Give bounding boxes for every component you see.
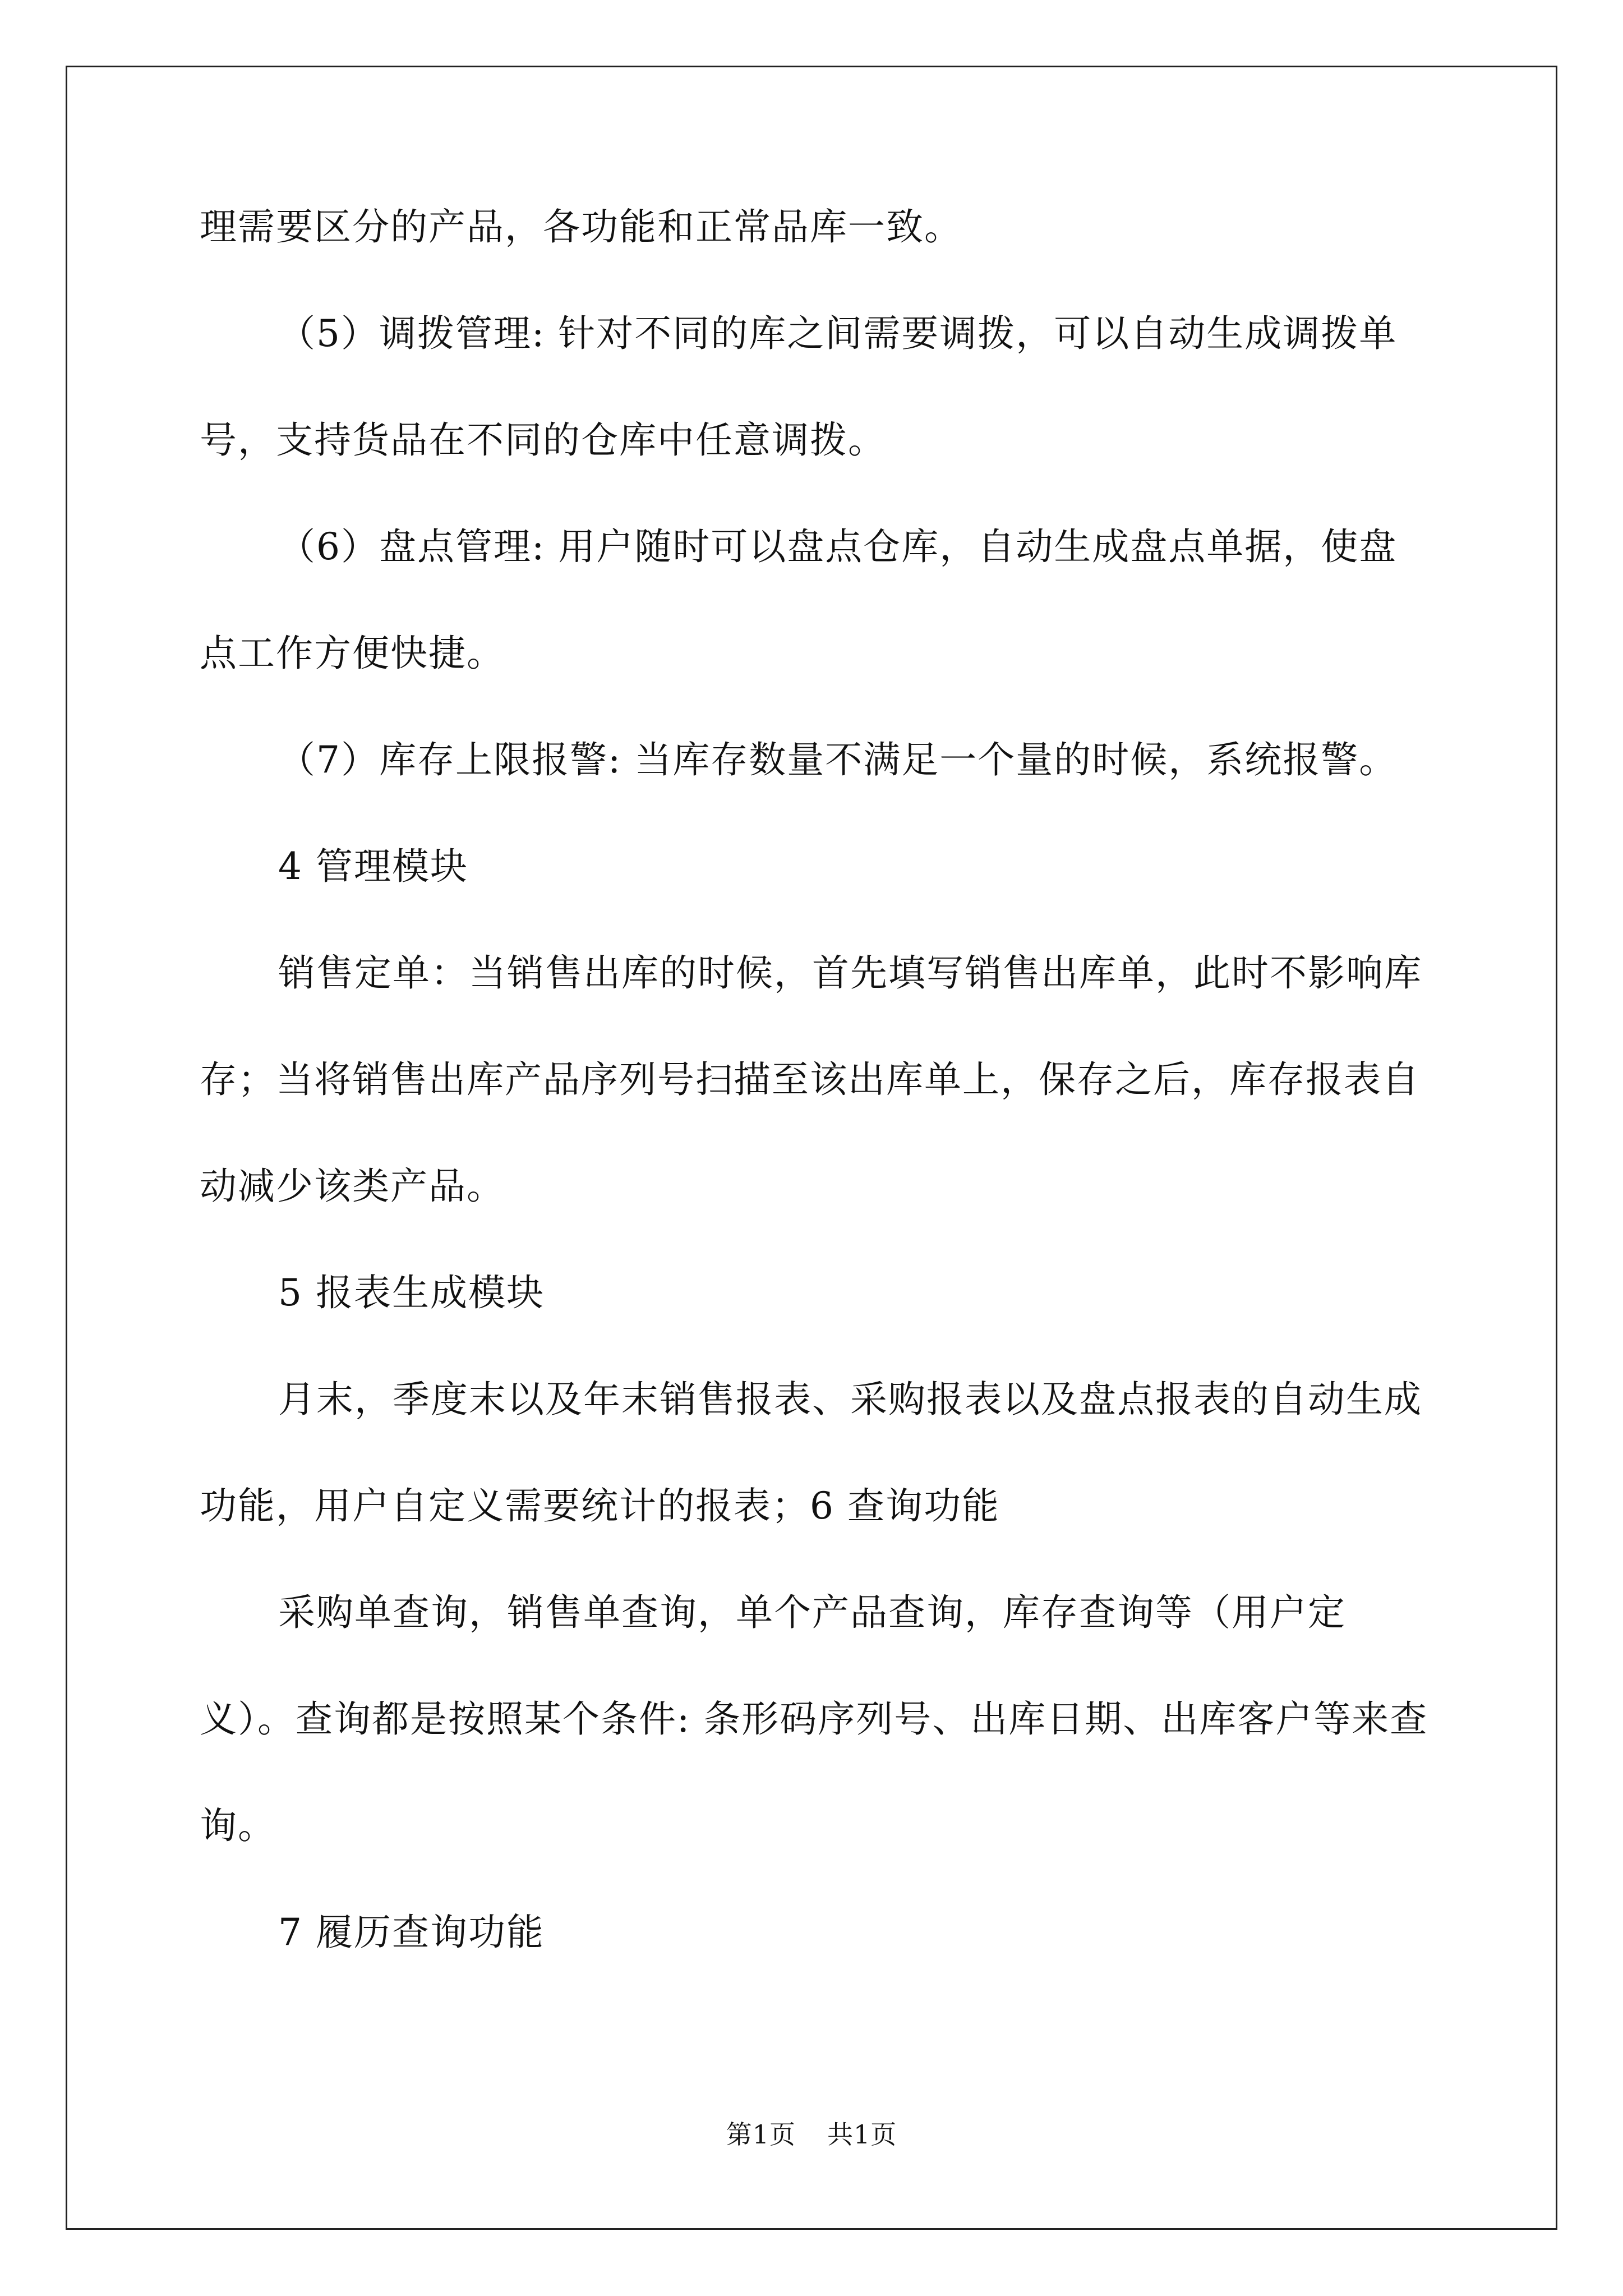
heading-history-query: 7 履历查询功能	[278, 1911, 545, 1954]
heading-report-module: 5 报表生成模块	[278, 1271, 545, 1314]
paragraph-query-function: 采购单查询，销售单查询，单个产品查询，库存查询等（用户定义）。查询都是按照某个条件: 条形码序列号、出库日期、出库客户等来查询。	[200, 1591, 1428, 1847]
page-total: 共1页	[827, 2119, 897, 2150]
heading-management-module: 4 管理模块	[278, 845, 468, 888]
paragraph-stock-alarm: （7）库存上限报警: 当库存数量不满足一个量的时候，系统报警。	[278, 738, 1398, 781]
page-footer	[0, 2118, 1623, 2151]
paragraph-continuation: 理需要区分的产品，各功能和正常品库一致。	[200, 205, 962, 249]
paragraph-sales-order: 销售定单：当销售出库的时候，首先填写销售出库单，此时不影响库存；当将销售出库产品序列号扫描至该出库单上，保存之后，库存报表自动减少该类产品。	[200, 951, 1422, 1208]
paragraph-inventory-count: （6）盘点管理: 用户随时可以盘点仓库，自动生成盘点单据，使盘点工作方便快捷。	[200, 525, 1398, 675]
paragraph-transfer-management: （5）调拨管理: 针对不同的库之间需要调拨，可以自动生成调拨单号，支持货品在不同的仓库中任意调拨。	[200, 312, 1398, 462]
paragraph-report-generation: 月末，季度末以及年末销售报表、采购报表以及盘点报表的自动生成功能，用户自定义需要统计的报表；6 查询功能	[200, 1378, 1422, 1527]
page-number: 第1页	[726, 2119, 796, 2150]
